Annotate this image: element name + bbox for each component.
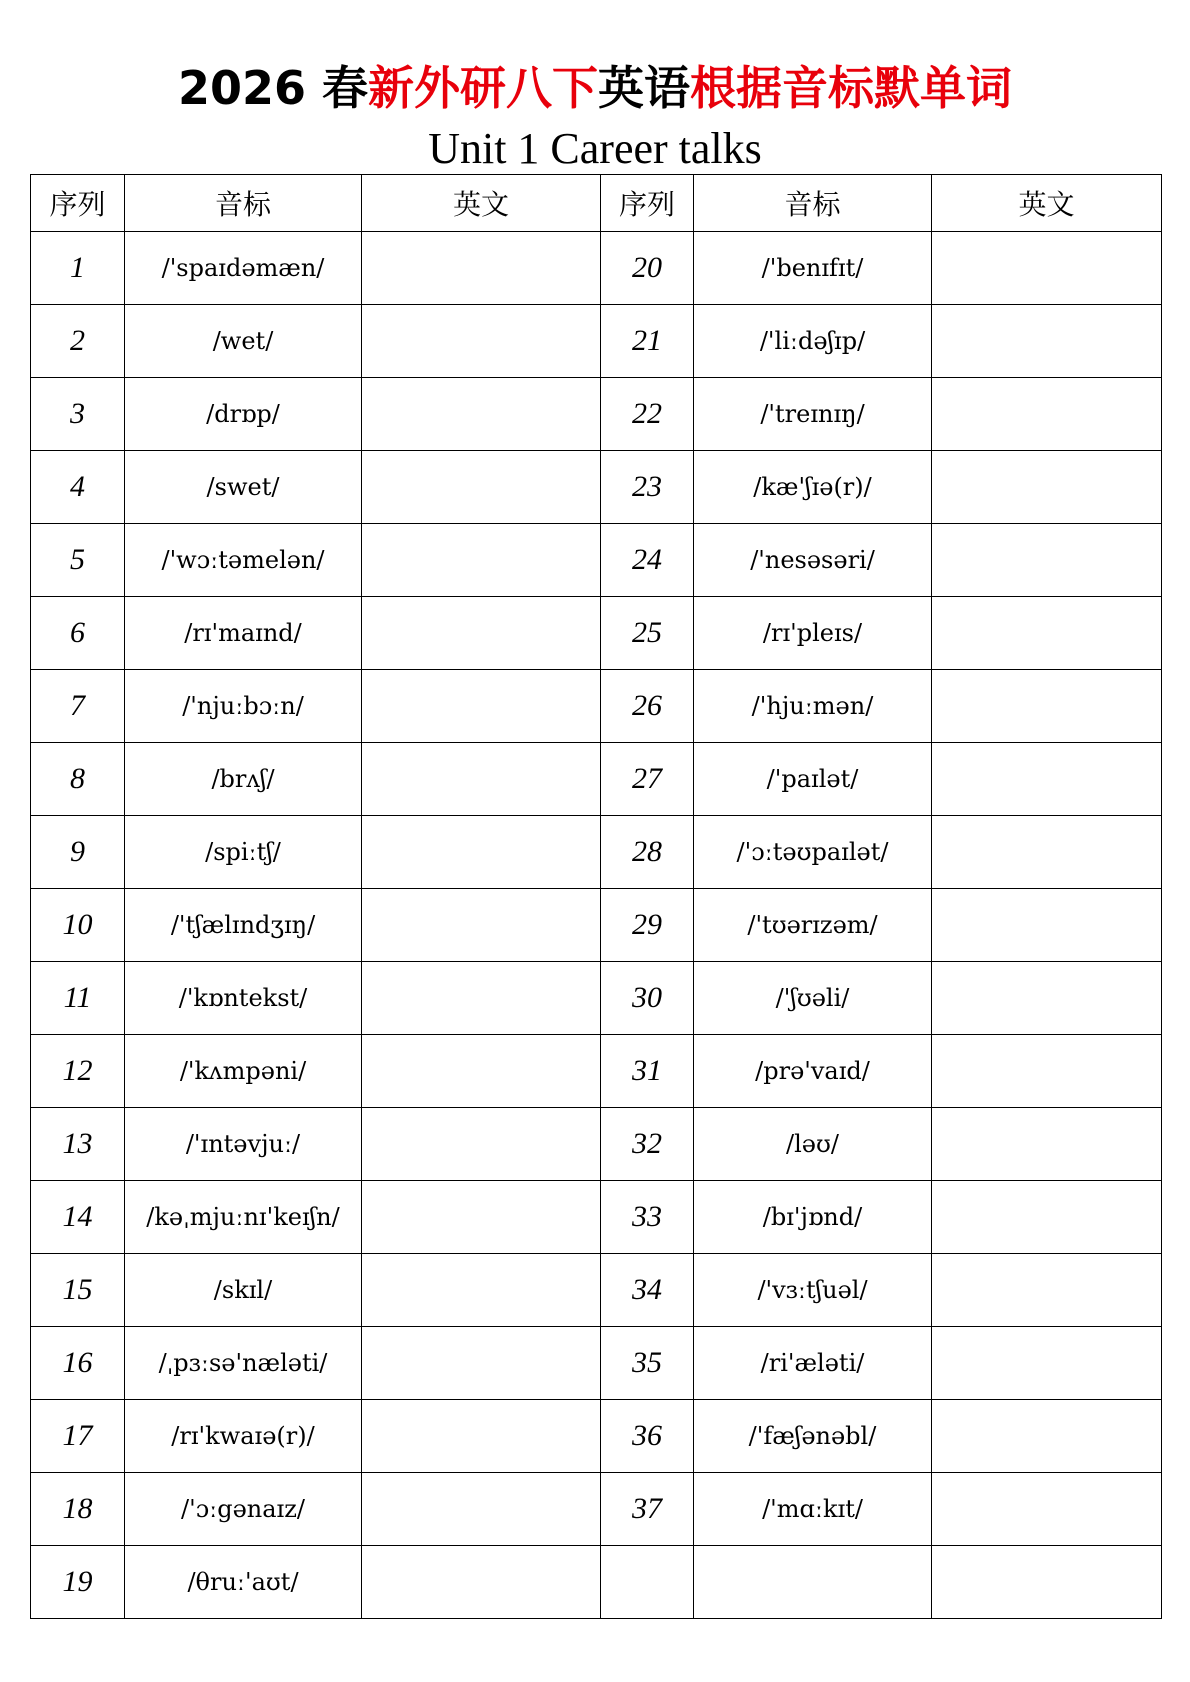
row-phonetic-left: /drɒp/ [125, 378, 362, 451]
table-row [31, 743, 1162, 816]
row-answer-right[interactable] [932, 1035, 1162, 1108]
row-index-right: 20 [601, 232, 694, 305]
table-row [31, 1546, 1162, 1619]
row-phonetic-left: /swet/ [125, 451, 362, 524]
row-index-left: 1 [31, 232, 125, 305]
row-answer-right[interactable] [932, 1546, 1162, 1619]
row-phonetic-left: /brʌʃ/ [125, 743, 362, 816]
table-row [31, 1473, 1162, 1546]
row-answer-left[interactable] [362, 451, 601, 524]
row-answer-left[interactable] [362, 378, 601, 451]
row-phonetic-right: /'nesəsəri/ [694, 524, 932, 597]
row-phonetic-left: /rɪ'kwaɪə(r)/ [125, 1400, 362, 1473]
row-answer-right[interactable] [932, 1473, 1162, 1546]
row-answer-right[interactable] [932, 232, 1162, 305]
row-index-left: 19 [31, 1546, 125, 1619]
row-answer-right[interactable] [932, 743, 1162, 816]
row-answer-left[interactable] [362, 816, 601, 889]
row-answer-right[interactable] [932, 1400, 1162, 1473]
row-index-left: 7 [31, 670, 125, 743]
row-answer-left[interactable] [362, 1254, 601, 1327]
row-index-right: 24 [601, 524, 694, 597]
row-phonetic-right: /'fæʃənəbl/ [694, 1400, 932, 1473]
row-index-left: 2 [31, 305, 125, 378]
row-index-left: 15 [31, 1254, 125, 1327]
row-phonetic-right: /rɪ'pleɪs/ [694, 597, 932, 670]
row-index-right: 25 [601, 597, 694, 670]
row-index-left: 4 [31, 451, 125, 524]
row-answer-right[interactable] [932, 889, 1162, 962]
row-phonetic-left: /'kʌmpəni/ [125, 1035, 362, 1108]
row-index-right: 21 [601, 305, 694, 378]
row-phonetic-right: /'paɪlət/ [694, 743, 932, 816]
row-answer-right[interactable] [932, 378, 1162, 451]
table-body [31, 232, 1162, 1619]
header-index-right: 序列 [601, 175, 694, 232]
row-index-right: 30 [601, 962, 694, 1035]
row-phonetic-left: /'tʃælɪndʒɪŋ/ [125, 889, 362, 962]
row-phonetic-left: /'wɔːtəmelən/ [125, 524, 362, 597]
page-title [0, 58, 1190, 118]
table-row [31, 524, 1162, 597]
row-index-left: 18 [31, 1473, 125, 1546]
title-part-year: 2026 春 [177, 61, 369, 115]
row-phonetic-left: /'ɪntəvjuː/ [125, 1108, 362, 1181]
row-answer-left[interactable] [362, 1035, 601, 1108]
row-index-right: 34 [601, 1254, 694, 1327]
unit-subtitle: Unit 1 Career talks [428, 124, 762, 173]
row-index-left: 10 [31, 889, 125, 962]
table-row [31, 1400, 1162, 1473]
row-answer-left[interactable] [362, 305, 601, 378]
row-index-left: 14 [31, 1181, 125, 1254]
row-answer-right[interactable] [932, 1327, 1162, 1400]
row-answer-left[interactable] [362, 1473, 601, 1546]
row-index-right: 36 [601, 1400, 694, 1473]
row-answer-right[interactable] [932, 1108, 1162, 1181]
row-answer-right[interactable] [932, 670, 1162, 743]
row-answer-right[interactable] [932, 1181, 1162, 1254]
row-answer-left[interactable] [362, 524, 601, 597]
row-index-right [601, 1546, 694, 1619]
row-phonetic-right: /prə'vaɪd/ [694, 1035, 932, 1108]
row-answer-left[interactable] [362, 962, 601, 1035]
row-phonetic-left: /skɪl/ [125, 1254, 362, 1327]
row-answer-left[interactable] [362, 1327, 601, 1400]
row-answer-left[interactable] [362, 1181, 601, 1254]
table-row [31, 816, 1162, 889]
table-row [31, 451, 1162, 524]
table-header-row [31, 175, 1162, 232]
table-row [31, 1327, 1162, 1400]
row-phonetic-right: /'benɪfɪt/ [694, 232, 932, 305]
row-answer-left[interactable] [362, 743, 601, 816]
row-phonetic-left: /'ɔːgənaɪz/ [125, 1473, 362, 1546]
header-english-left: 英文 [362, 175, 601, 232]
table-row [31, 1181, 1162, 1254]
header-index-left: 序列 [31, 175, 125, 232]
row-index-left: 17 [31, 1400, 125, 1473]
row-phonetic-left: /'kɒntekst/ [125, 962, 362, 1035]
row-phonetic-left: /rɪ'maɪnd/ [125, 597, 362, 670]
row-index-right: 26 [601, 670, 694, 743]
title-part-textbook: 新外研八下 [368, 61, 599, 115]
row-index-right: 22 [601, 378, 694, 451]
row-phonetic-right [694, 1546, 932, 1619]
row-index-right: 28 [601, 816, 694, 889]
row-phonetic-right: /'ʃʊəli/ [694, 962, 932, 1035]
title-part-subject: 英语 [598, 61, 691, 115]
vocabulary-table [30, 174, 1162, 1619]
row-index-left: 16 [31, 1327, 125, 1400]
row-phonetic-right: /'hjuːmən/ [694, 670, 932, 743]
row-phonetic-right: /kæ'ʃɪə(r)/ [694, 451, 932, 524]
table-row [31, 889, 1162, 962]
row-phonetic-left: /spiːtʃ/ [125, 816, 362, 889]
header-english-right: 英文 [932, 175, 1162, 232]
row-phonetic-left: /wet/ [125, 305, 362, 378]
table-row [31, 597, 1162, 670]
row-answer-right[interactable] [932, 962, 1162, 1035]
row-index-left: 11 [31, 962, 125, 1035]
header-phonetic-left: 音标 [125, 175, 362, 232]
row-phonetic-left: /'spaɪdəmæn/ [125, 232, 362, 305]
row-index-left: 13 [31, 1108, 125, 1181]
row-index-right: 29 [601, 889, 694, 962]
row-answer-left[interactable] [362, 232, 601, 305]
table-row [31, 378, 1162, 451]
row-index-right: 35 [601, 1327, 694, 1400]
table-row [31, 1254, 1162, 1327]
row-phonetic-left: /ˌpɜːsə'næləti/ [125, 1327, 362, 1400]
row-phonetic-right: /'ɔːtəʊpaɪlət/ [694, 816, 932, 889]
row-answer-right[interactable] [932, 816, 1162, 889]
row-phonetic-right: /ləʊ/ [694, 1108, 932, 1181]
table-row [31, 670, 1162, 743]
row-phonetic-right: /ri'æləti/ [694, 1327, 932, 1400]
row-phonetic-left: /θruː'aʊt/ [125, 1546, 362, 1619]
row-index-right: 31 [601, 1035, 694, 1108]
row-answer-left[interactable] [362, 597, 601, 670]
table-row [31, 962, 1162, 1035]
table-row [31, 1035, 1162, 1108]
row-phonetic-left: /'njuːbɔːn/ [125, 670, 362, 743]
row-answer-left[interactable] [362, 1546, 601, 1619]
row-index-left: 3 [31, 378, 125, 451]
row-answer-right[interactable] [932, 524, 1162, 597]
row-answer-right[interactable] [932, 451, 1162, 524]
row-index-left: 6 [31, 597, 125, 670]
row-index-left: 8 [31, 743, 125, 816]
row-phonetic-right: /bɪ'jɒnd/ [694, 1181, 932, 1254]
row-index-right: 32 [601, 1108, 694, 1181]
row-index-right: 37 [601, 1473, 694, 1546]
row-phonetic-right: /'vɜːtʃuəl/ [694, 1254, 932, 1327]
table-row [31, 1108, 1162, 1181]
row-index-left: 9 [31, 816, 125, 889]
row-answer-left[interactable] [362, 1108, 601, 1181]
row-answer-left[interactable] [362, 889, 601, 962]
header-phonetic-right: 音标 [694, 175, 932, 232]
row-answer-left[interactable] [362, 1400, 601, 1473]
row-index-right: 27 [601, 743, 694, 816]
row-phonetic-right: /'treɪnɪŋ/ [694, 378, 932, 451]
row-phonetic-right: /'liːdəʃɪp/ [694, 305, 932, 378]
row-phonetic-left: /kəˌmjuːnɪ'keɪʃn/ [125, 1181, 362, 1254]
row-index-right: 23 [601, 451, 694, 524]
row-answer-right[interactable] [932, 1254, 1162, 1327]
row-index-left: 12 [31, 1035, 125, 1108]
title-part-task: 根据音标默单词 [690, 61, 1013, 115]
row-answer-left[interactable] [362, 670, 601, 743]
row-phonetic-right: /'mɑːkɪt/ [694, 1473, 932, 1546]
table-row [31, 232, 1162, 305]
row-phonetic-right: /'tʊərɪzəm/ [694, 889, 932, 962]
row-answer-right[interactable] [932, 305, 1162, 378]
table-row [31, 305, 1162, 378]
row-answer-right[interactable] [932, 597, 1162, 670]
row-index-right: 33 [601, 1181, 694, 1254]
row-index-left: 5 [31, 524, 125, 597]
